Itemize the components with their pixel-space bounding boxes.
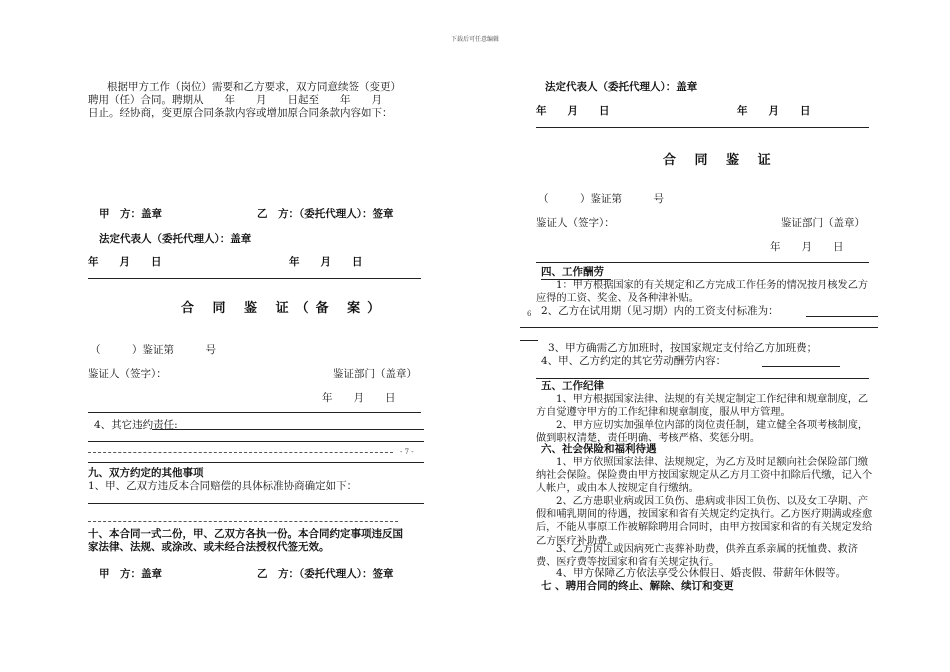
party-a-date: 年 月 日 (536, 105, 610, 117)
section-4-para-1: 1：甲方根据国家的有关规定和乙方完成工作任务的情况按月核发乙方应得的工资、奖金、及各种津补贴。 (536, 280, 869, 305)
certification-department: 鉴证部门（盖章） (781, 217, 865, 229)
party-b-sign-2: 乙 方：（委托代理人）：签章 (257, 568, 394, 580)
blank-line (88, 452, 393, 453)
page-number: 6 (527, 310, 532, 318)
blank-line (88, 462, 424, 463)
certification-title: 合 同 鉴 证 (663, 153, 778, 168)
party-b-date: 年 月 日 (737, 105, 811, 117)
party-b-sign: 乙 方：（委托代理人）：签章 (257, 208, 394, 220)
section-5-para-2: 2、甲方应切实加强单位内部的岗位责任制，建立健全各项考核制度，做到职权清楚，责任明确、考核严格、奖惩分明。 (536, 420, 869, 445)
certification-department: 鉴证部门（盖章） (333, 368, 417, 380)
section-5-title: 五、工作纪律 (541, 380, 604, 392)
divider-line (536, 262, 869, 263)
divider-line (88, 278, 421, 279)
section-4-para-4: 4、甲、乙方约定的其它劳动酬劳内容： (541, 355, 727, 367)
section-6-para-4: 4、甲方保障乙方依法享受公休假日、婚丧假、带薪年休假等。 (556, 567, 847, 579)
certification-title: 合 同 鉴 证（备 案） (181, 301, 388, 316)
blank-line (88, 521, 398, 522)
breach-liability: 4、其它违约责任: (94, 419, 178, 431)
legal-representative: 法定代表人（委托代理人）：盖章 (545, 81, 698, 93)
blank-line (520, 327, 878, 328)
blank-line (806, 316, 878, 317)
intro-line-1: 根据甲方工作（岗位）需要和乙方要求，双方同意续签（变更） (107, 81, 401, 93)
blank-line (762, 366, 840, 367)
section-4-title: 四、工作酬劳 (541, 266, 604, 278)
legal-representative: 法定代表人（委托代理人）：盖章 (99, 233, 252, 245)
section-9-title: 九、双方约定的其他事项 (88, 467, 204, 479)
blank-line (520, 340, 538, 341)
certifier-signature: 鉴证人（签字）： (536, 217, 615, 229)
section-4-para-2: 2、乙方在试用期（见习期）内的工资支付标准为： (541, 305, 779, 317)
intro-line-2: 聘用（任）合同。聘期从 年 月 日起至 年 月 (88, 94, 382, 106)
certification-date: 年 月 日 (322, 392, 396, 404)
section-10-line-2: 家法律、法规、或涂改、或未经合法授权代签无效。 (88, 541, 330, 553)
section-4-para-3: 3、甲方确需乙方加班时，按国家规定支付给乙方加班费； (548, 342, 818, 354)
section-6-para-2: 2、乙方患职业病或因工负伤、患病或非因工负伤、以及女工孕期、产假和哺乳期间的待遇，按国家和省有关规定约定执行。乙方医疗期满或痊愈后，不能从事原工作被解除聘用合同时，由甲方按国家和省的有关规定发给乙方医疗补助费。 (536, 496, 873, 547)
party-b-date: 年 月 日 (289, 256, 363, 268)
blank-line (152, 429, 424, 430)
certifier-signature: 鉴证人（签字）： (88, 368, 167, 380)
section-5-para-1: 1、甲方根据国家法律、法规的有关规定制定工作纪律和规章制度，乙方自觉遵守甲方的工作纪律和规章制度，服从甲方管理。 (536, 394, 869, 419)
blank-line (88, 441, 424, 442)
party-a-date: 年 月 日 (88, 256, 162, 268)
divider-line (88, 412, 421, 413)
section-6-para-1: 1、甲方依照国家法律、法规规定，为乙方及时足额向社会保险部门缴纳社会保险。保险费由甲方按国家规定从乙方月工资中扣除后代缴，记入个人帐户，或由本人按规定自行缴纳。 (536, 457, 873, 495)
section-6-title: 六、社会保险和福利待遇 (541, 443, 657, 455)
intro-line-3: 日止。经协商，变更原合同条款内容或增加原合同条款内容如下： (88, 107, 393, 119)
page-number: - 7 - (400, 448, 414, 456)
party-a-seal: 甲 方：盖章 (99, 208, 162, 220)
section-7-title: 七 、聘用合同的终止、解除、续订和变更 (541, 580, 734, 592)
divider-line (536, 378, 869, 379)
divider-line (536, 127, 869, 128)
party-a-seal-2: 甲 方：盖章 (99, 568, 162, 580)
certification-number: （ ）鉴证第 号 (90, 344, 216, 356)
section-10-line-1: 十、本合同一式二份，甲、乙双方各执一份。本合同约定事项违反国 (88, 528, 403, 540)
section-6-para-3: 3、乙方因工或因病死亡丧葬补助费，供养直系亲属的抚恤费、救济费、医疗费等按国家和省有关规定执行。 (536, 544, 858, 569)
header-note: 下载后可任意编辑 (451, 36, 500, 43)
section-9-item-1: 1、甲、乙双方违反本合同赔偿的具体标准协商确定如下： (88, 480, 358, 492)
certification-date: 年 月 日 (770, 241, 844, 253)
blank-line (88, 503, 424, 504)
certification-number: （ ）鉴证第 号 (538, 193, 664, 205)
